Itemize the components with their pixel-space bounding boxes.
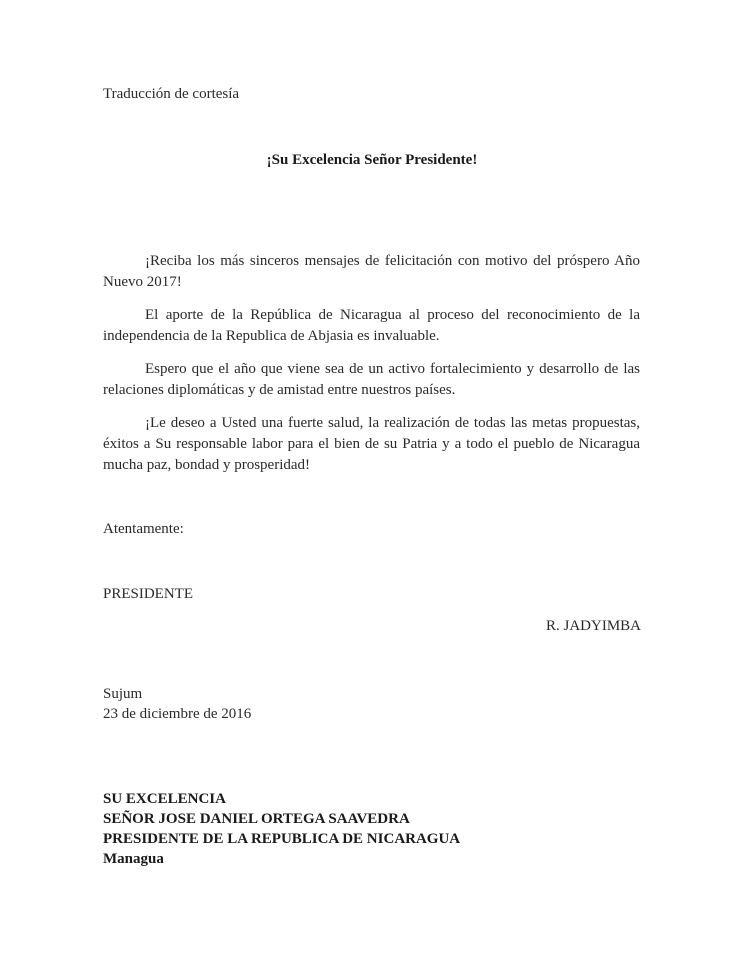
paragraph-contribution: El aporte de la República de Nicaragua al proceso del reconocimiento de la independencia de la Republica de Abjasia es invaluable.	[103, 307, 640, 344]
letter-body	[103, 251, 640, 488]
place-date	[103, 684, 251, 724]
place: Sujum	[103, 686, 143, 702]
paragraph-relations: Espero que el año que viene sea de un activo fortalecimiento y desarrollo de las relaciones diplomáticas y de amistad entre nuestros países.	[103, 361, 640, 398]
paragraph-greeting: ¡Reciba los más sinceros mensajes de felicitación con motivo del próspero Año Nuevo 2017!	[103, 253, 640, 290]
recipient-block	[103, 789, 460, 869]
translation-note: Traducción de cortesía	[103, 86, 240, 102]
recipient-honorific: SU EXCELENCIA	[103, 791, 226, 807]
paragraph-wishes: ¡Le deseo a Usted una fuerte salud, la realización de todas las metas propuestas, éxitos a Su responsable labor para el bien de su Patria y a todo el pueblo de Nicaragua mucha paz, bondad y prosperidad!	[103, 415, 640, 473]
salutation: ¡Su Excelencia Señor Presidente!	[266, 152, 478, 168]
signature-title: PRESIDENTE	[103, 586, 193, 602]
signature-name: R. JADYIMBA	[545, 618, 641, 634]
closing: Atentamente:	[103, 521, 184, 537]
recipient-name: SEÑOR JOSE DANIEL ORTEGA SAAVEDRA	[103, 811, 410, 827]
date: 23 de diciembre de 2016	[103, 706, 252, 722]
recipient-city: Managua	[103, 851, 164, 867]
recipient-title: PRESIDENTE DE LA REPUBLICA DE NICARAGUA	[103, 831, 461, 847]
